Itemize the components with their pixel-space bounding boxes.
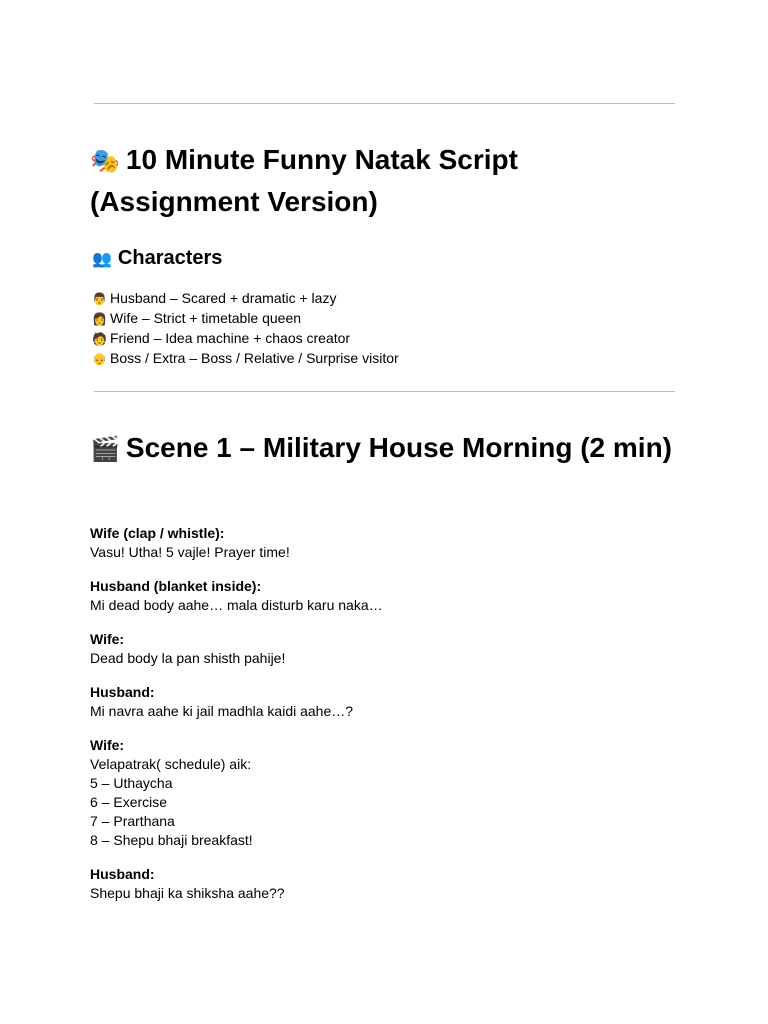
dialogue-line: Velapatrak( schedule) aik: xyxy=(90,756,252,772)
character-text: Wife – Strict + timetable queen xyxy=(110,310,302,326)
dialogue-line: 8 – Shepu bhaji breakfast! xyxy=(90,832,253,848)
dialogue-block xyxy=(90,630,675,668)
dialogue-line: Mi navra aahe ki jail madhla kaidi aahe…? xyxy=(90,703,354,719)
top-divider xyxy=(94,103,675,104)
dialogue-line: 6 – Exercise xyxy=(90,794,168,810)
characters-heading xyxy=(92,244,222,274)
dialogue-block xyxy=(90,577,675,615)
dialogue-line: 5 – Uthaycha xyxy=(90,775,173,791)
character-text: Husband – Scared + dramatic + lazy xyxy=(110,290,337,306)
dialogue xyxy=(90,524,675,918)
dialogue-block xyxy=(90,865,675,903)
dialogue-block xyxy=(90,683,675,721)
scene-title xyxy=(90,428,675,470)
scene-title-text: Scene 1 – Military House Morning (2 min) xyxy=(125,432,672,463)
character-item-husband xyxy=(92,289,399,309)
speaker-label: Wife (clap / whistle): xyxy=(90,525,225,541)
character-item-boss xyxy=(92,349,399,369)
dialogue-line: Dead body la pan shisth pahije! xyxy=(90,650,286,666)
speaker-label: Husband: xyxy=(90,866,155,882)
woman-icon: 👩 xyxy=(92,312,107,326)
dialogue-line: Mi dead body aahe… mala disturb karu naka… xyxy=(90,597,383,613)
dialogue-block xyxy=(90,524,675,562)
characters-heading-text: Characters xyxy=(117,247,223,269)
man-icon: 👨 xyxy=(92,292,107,306)
dialogue-line: Vasu! Utha! 5 vajle! Prayer time! xyxy=(90,544,290,560)
character-list xyxy=(92,289,399,369)
speaker-label: Husband: xyxy=(90,684,155,700)
speaker-label: Wife: xyxy=(90,631,125,647)
people-icon: 👥 xyxy=(92,251,112,268)
character-text: Boss / Extra – Boss / Relative / Surprise visitor xyxy=(110,350,399,366)
clapper-board-icon: 🎬 xyxy=(90,436,120,463)
title-text: 10 Minute Funny Natak Script (Assignment Version) xyxy=(90,144,518,217)
character-item-friend xyxy=(92,329,399,349)
dialogue-line: 7 – Prarthana xyxy=(90,813,175,829)
person-icon: 🧑 xyxy=(92,332,107,346)
speaker-label: Wife: xyxy=(90,737,125,753)
speaker-label: Husband (blanket inside): xyxy=(90,578,262,594)
theater-masks-icon: 🎭 xyxy=(90,148,120,175)
dialogue-line: Shepu bhaji ka shiksha aahe?? xyxy=(90,885,285,901)
character-item-wife xyxy=(92,309,399,329)
section-divider xyxy=(94,391,675,392)
old-man-icon: 👴 xyxy=(92,352,107,366)
dialogue-block xyxy=(90,736,675,850)
character-text: Friend – Idea machine + chaos creator xyxy=(110,330,351,346)
document-title xyxy=(90,140,675,222)
